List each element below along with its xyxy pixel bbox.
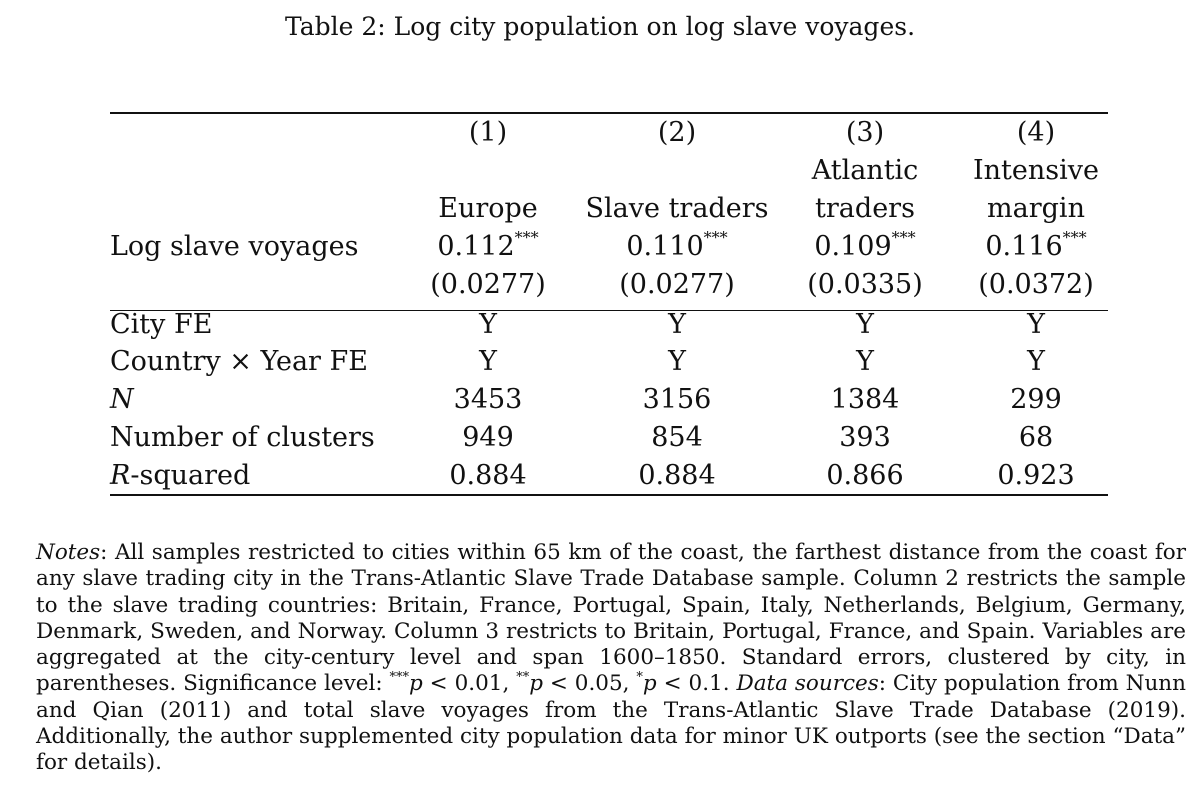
coef-col-2: 0.110***: [626, 228, 728, 262]
top-rule: [110, 112, 1108, 114]
notes-label: Notes: [36, 540, 101, 565]
clusters-col-1: 949: [462, 422, 514, 453]
n-col-3: 1384: [830, 384, 900, 415]
column-header-2: Slave traders: [585, 193, 769, 224]
city-fe-col-3: Y: [856, 309, 874, 340]
column-number-3: (3): [845, 117, 885, 148]
column-number-1: (1): [468, 117, 508, 148]
column-header-3-line1: Atlantic: [811, 155, 919, 186]
se-col-3: (0.0335): [807, 269, 923, 300]
n-col-2: 3156: [642, 384, 712, 415]
row-label-n: N: [110, 384, 134, 415]
clusters-col-3: 393: [839, 422, 891, 453]
clusters-col-4: 68: [1018, 422, 1054, 453]
bottom-rule: [110, 494, 1108, 496]
n-col-4: 299: [1010, 384, 1062, 415]
coef-col-1: 0.112***: [437, 228, 539, 262]
clusters-col-2: 854: [651, 422, 703, 453]
se-col-4: (0.0372): [978, 269, 1094, 300]
country-year-fe-col-3: Y: [856, 346, 874, 377]
city-fe-col-2: Y: [668, 309, 686, 340]
r-squared-col-4: 0.923: [997, 460, 1075, 491]
row-label-city-fe: City FE: [110, 309, 213, 340]
se-col-1: (0.0277): [430, 269, 546, 300]
coef-col-4: 0.116***: [985, 228, 1087, 262]
coef-col-3: 0.109***: [814, 228, 916, 262]
column-header-3-line2: traders: [815, 193, 915, 224]
row-label-r-squared: R-squared: [110, 460, 251, 491]
column-header-4-line1: Intensive: [973, 155, 1099, 186]
city-fe-col-4: Y: [1027, 309, 1045, 340]
column-header-1: Europe: [438, 193, 538, 224]
se-col-2: (0.0277): [619, 269, 735, 300]
city-fe-col-1: Y: [479, 309, 497, 340]
r-squared-col-3: 0.866: [826, 460, 904, 491]
row-label-country-year-fe: Country × Year FE: [110, 346, 368, 377]
row-label-log-slave-voyages: Log slave voyages: [110, 231, 359, 262]
column-number-2: (2): [657, 117, 697, 148]
country-year-fe-col-2: Y: [668, 346, 686, 377]
country-year-fe-col-4: Y: [1027, 346, 1045, 377]
row-label-number-of-clusters: Number of clusters: [110, 422, 375, 453]
n-col-1: 3453: [453, 384, 523, 415]
table-notes: Notes: All samples restricted to cities within 65 km of the coast, the farthest distance from the coast for any slave trading city in the Trans-Atlantic Slave Trade Database sample. Column 2 restricts the sample to the slave trading countries: Britain, France, Portugal, Spain, Italy, Netherlands, Belgium, Germany, Denmark, Sweden, and Norway. Column 3 restricts to Britain, Portugal, France, and Spain. Variables are aggregated at the city-century level and span 1600–1850. Standard errors, clustered by city, in parentheses. Significance level: ***p < 0.01, **p < 0.05, *p < 0.1. Data sources: City population from Nunn and Qian (2011) and total slave voyages from the Trans-Atlantic Slave Trade Database (2019). Additionally, the author supplemented city population data for minor UK outports (see the section “Data” for details).: [36, 540, 1187, 776]
column-header-4-line2: margin: [987, 193, 1085, 224]
table-caption: Table 2: Log city population on log slave voyages.: [284, 12, 916, 41]
column-number-4: (4): [1016, 117, 1056, 148]
data-sources-label: Data sources: [736, 671, 879, 697]
r-squared-col-2: 0.884: [638, 460, 716, 491]
r-squared-col-1: 0.884: [449, 460, 527, 491]
country-year-fe-col-1: Y: [479, 346, 497, 377]
middle-rule: [110, 310, 1108, 311]
